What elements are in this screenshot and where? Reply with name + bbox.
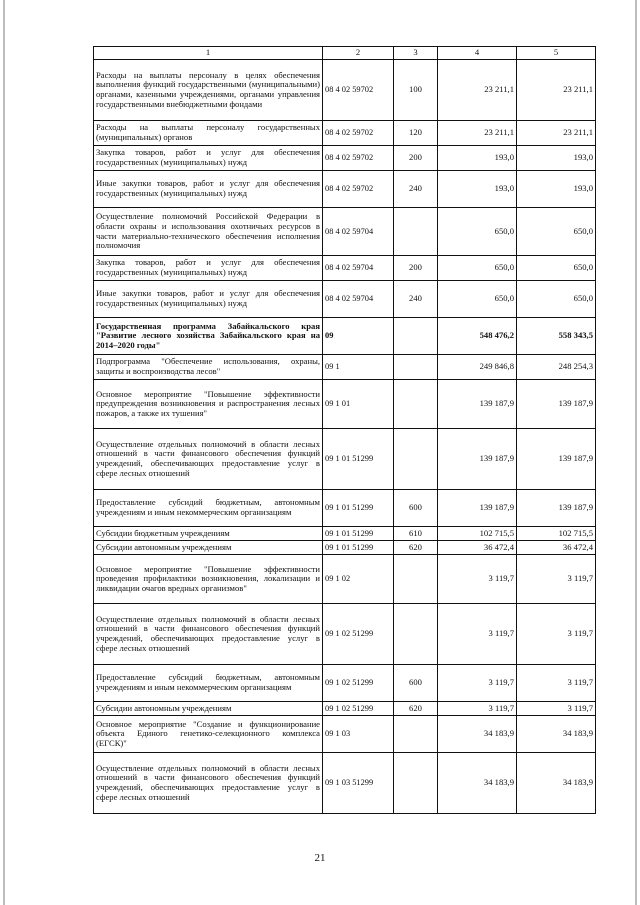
row-vr-cell: 240 bbox=[394, 171, 438, 208]
row-vr-cell bbox=[394, 555, 438, 604]
row-vr-cell: 620 bbox=[394, 702, 438, 716]
row-code-cell: 08 4 02 59702 bbox=[323, 146, 394, 171]
row-vr-cell bbox=[394, 318, 438, 355]
row-value-2020-cell: 248 254,3 bbox=[517, 355, 596, 380]
row-name-cell: Субсидии автономным учреждениям bbox=[94, 541, 323, 555]
row-value-2019-cell: 650,0 bbox=[438, 208, 517, 256]
row-vr-cell bbox=[394, 380, 438, 429]
table-row bbox=[94, 665, 596, 702]
header-col-1: 1 bbox=[94, 47, 323, 60]
budget-table bbox=[93, 46, 596, 814]
table-row bbox=[94, 256, 596, 281]
row-value-2019-cell: 23 211,1 bbox=[438, 60, 517, 121]
row-vr-cell: 100 bbox=[394, 60, 438, 121]
table-row bbox=[94, 527, 596, 541]
row-value-2020-cell: 36 472,4 bbox=[517, 541, 596, 555]
row-name-cell: Расходы на выплаты персоналу в целях обеспечения выполнения функций государственными (муниципальными) органами, казенными учреждениями, органами управления государственными внебюджетными фондами bbox=[94, 60, 323, 121]
row-vr-cell: 610 bbox=[394, 527, 438, 541]
table-row bbox=[94, 380, 596, 429]
row-name-cell: Государственная программа Забайкальского края "Развитие лесного хозяйства Забайкальского края на 2014–2020 годы" bbox=[94, 318, 323, 355]
header-col-3: 3 bbox=[394, 47, 438, 60]
row-value-2020-cell: 3 119,7 bbox=[517, 702, 596, 716]
row-code-cell: 08 4 02 59704 bbox=[323, 256, 394, 281]
row-code-cell: 09 1 01 51299 bbox=[323, 429, 394, 490]
row-value-2020-cell: 3 119,7 bbox=[517, 604, 596, 665]
table-body bbox=[94, 60, 596, 814]
row-name-cell: Иные закупки товаров, работ и услуг для обеспечения государственных (муниципальных) нужд bbox=[94, 281, 323, 318]
row-value-2019-cell: 139 187,9 bbox=[438, 490, 517, 527]
row-name-cell: Закупка товаров, работ и услуг для обеспечения государственных (муниципальных) нужд bbox=[94, 146, 323, 171]
table-row bbox=[94, 716, 596, 753]
row-name-cell: Предоставление субсидий бюджетным, автономным учреждениям и иным некоммерческим организациям bbox=[94, 665, 323, 702]
row-value-2019-cell: 102 715,5 bbox=[438, 527, 517, 541]
row-name-cell: Осуществление отдельных полномочий в области лесных отношений в части финансового обеспечения функций учреждений, обеспечивающих предоставление услуг в сфере лесных отношений bbox=[94, 604, 323, 665]
row-vr-cell bbox=[394, 716, 438, 753]
row-value-2020-cell: 193,0 bbox=[517, 171, 596, 208]
row-code-cell: 09 1 03 bbox=[323, 716, 394, 753]
row-code-cell: 08 4 02 59704 bbox=[323, 208, 394, 256]
row-name-cell: Осуществление отдельных полномочий в области лесных отношений в части финансового обеспечения функций учреждений, обеспечивающих предоставление услуг в сфере лесных отношений bbox=[94, 429, 323, 490]
table-row bbox=[94, 208, 596, 256]
header-col-5: 5 bbox=[517, 47, 596, 60]
row-name-cell: Подпрограмма "Обеспечение использования, охраны, защиты и воспроизводства лесов" bbox=[94, 355, 323, 380]
row-value-2020-cell: 139 187,9 bbox=[517, 490, 596, 527]
header-row bbox=[94, 47, 596, 60]
row-code-cell: 09 1 02 bbox=[323, 555, 394, 604]
row-name-cell: Закупка товаров, работ и услуг для обеспечения государственных (муниципальных) нужд bbox=[94, 256, 323, 281]
table-row bbox=[94, 355, 596, 380]
row-code-cell: 09 1 03 51299 bbox=[323, 753, 394, 814]
row-value-2019-cell: 3 119,7 bbox=[438, 604, 517, 665]
row-value-2019-cell: 650,0 bbox=[438, 281, 517, 318]
table-row bbox=[94, 490, 596, 527]
row-value-2019-cell: 193,0 bbox=[438, 146, 517, 171]
row-value-2019-cell: 34 183,9 bbox=[438, 753, 517, 814]
row-value-2020-cell: 139 187,9 bbox=[517, 380, 596, 429]
row-code-cell: 08 4 02 59702 bbox=[323, 171, 394, 208]
row-vr-cell bbox=[394, 355, 438, 380]
row-name-cell: Основное мероприятие "Повышение эффективности проведения профилактики возникновения, локализации и ликвидации очагов вредных организмов" bbox=[94, 555, 323, 604]
row-value-2020-cell: 34 183,9 bbox=[517, 753, 596, 814]
table-row bbox=[94, 281, 596, 318]
scan-edge-left bbox=[3, 0, 5, 905]
row-name-cell: Субсидии бюджетным учреждениям bbox=[94, 527, 323, 541]
row-value-2019-cell: 249 846,8 bbox=[438, 355, 517, 380]
row-value-2020-cell: 650,0 bbox=[517, 256, 596, 281]
table-row bbox=[94, 702, 596, 716]
table-row bbox=[94, 604, 596, 665]
row-code-cell: 09 1 01 51299 bbox=[323, 541, 394, 555]
row-value-2020-cell: 193,0 bbox=[517, 146, 596, 171]
row-value-2019-cell: 36 472,4 bbox=[438, 541, 517, 555]
row-code-cell: 09 bbox=[323, 318, 394, 355]
row-value-2019-cell: 3 119,7 bbox=[438, 702, 517, 716]
table-row bbox=[94, 429, 596, 490]
row-code-cell: 09 1 02 51299 bbox=[323, 702, 394, 716]
row-code-cell: 09 1 02 51299 bbox=[323, 665, 394, 702]
row-value-2019-cell: 23 211,1 bbox=[438, 121, 517, 146]
row-vr-cell: 200 bbox=[394, 146, 438, 171]
table-row bbox=[94, 146, 596, 171]
row-vr-cell: 240 bbox=[394, 281, 438, 318]
row-name-cell: Основное мероприятие "Повышение эффективности предупреждения возникновения и распространения лесных пожаров, а также их тушения" bbox=[94, 380, 323, 429]
row-code-cell: 09 1 01 51299 bbox=[323, 490, 394, 527]
row-value-2020-cell: 650,0 bbox=[517, 281, 596, 318]
row-code-cell: 08 4 02 59702 bbox=[323, 60, 394, 121]
row-vr-cell: 120 bbox=[394, 121, 438, 146]
row-value-2020-cell: 23 211,1 bbox=[517, 121, 596, 146]
row-name-cell: Субсидии автономным учреждениям bbox=[94, 702, 323, 716]
page-number: 21 bbox=[314, 852, 326, 864]
row-value-2019-cell: 650,0 bbox=[438, 256, 517, 281]
row-value-2020-cell: 558 343,5 bbox=[517, 318, 596, 355]
row-vr-cell: 200 bbox=[394, 256, 438, 281]
row-value-2020-cell: 102 715,5 bbox=[517, 527, 596, 541]
row-code-cell: 09 1 bbox=[323, 355, 394, 380]
row-value-2019-cell: 548 476,2 bbox=[438, 318, 517, 355]
table-row bbox=[94, 121, 596, 146]
row-value-2019-cell: 3 119,7 bbox=[438, 665, 517, 702]
row-code-cell: 09 1 01 51299 bbox=[323, 527, 394, 541]
row-code-cell: 09 1 02 51299 bbox=[323, 604, 394, 665]
table-row bbox=[94, 318, 596, 355]
row-value-2020-cell: 650,0 bbox=[517, 208, 596, 256]
row-value-2019-cell: 34 183,9 bbox=[438, 716, 517, 753]
row-name-cell: Расходы на выплаты персоналу государственных (муниципальных) органов bbox=[94, 121, 323, 146]
row-value-2020-cell: 23 211,1 bbox=[517, 60, 596, 121]
row-name-cell: Иные закупки товаров, работ и услуг для обеспечения государственных (муниципальных) нужд bbox=[94, 171, 323, 208]
table-row bbox=[94, 753, 596, 814]
row-code-cell: 08 4 02 59702 bbox=[323, 121, 394, 146]
row-value-2020-cell: 139 187,9 bbox=[517, 429, 596, 490]
row-vr-cell: 600 bbox=[394, 490, 438, 527]
row-value-2020-cell: 3 119,7 bbox=[517, 555, 596, 604]
header-col-2: 2 bbox=[323, 47, 394, 60]
row-name-cell: Предоставление субсидий бюджетным, автономным учреждениям и иным некоммерческим организациям bbox=[94, 490, 323, 527]
header-col-4: 4 bbox=[438, 47, 517, 60]
row-name-cell: Осуществление отдельных полномочий в области лесных отношений в части финансового обеспечения функций учреждений, обеспечивающих предоставление услуг в сфере лесных отношений bbox=[94, 753, 323, 814]
row-vr-cell bbox=[394, 208, 438, 256]
row-value-2019-cell: 139 187,9 bbox=[438, 429, 517, 490]
scan-edge-right bbox=[635, 0, 637, 905]
row-name-cell: Основное мероприятие "Создание и функционирование объекта Единого генетико-селекционного комплекса (ЕГСК)" bbox=[94, 716, 323, 753]
row-vr-cell bbox=[394, 604, 438, 665]
row-code-cell: 09 1 01 bbox=[323, 380, 394, 429]
row-value-2019-cell: 193,0 bbox=[438, 171, 517, 208]
row-value-2019-cell: 3 119,7 bbox=[438, 555, 517, 604]
table-row bbox=[94, 171, 596, 208]
table-row bbox=[94, 60, 596, 121]
row-name-cell: Осуществление полномочий Российской Федерации в области охраны и использования охотничьих ресурсов в части материально-технического обеспечения исполнения полномочия bbox=[94, 208, 323, 256]
table-header bbox=[94, 47, 596, 60]
row-vr-cell bbox=[394, 753, 438, 814]
table-row bbox=[94, 555, 596, 604]
row-value-2019-cell: 139 187,9 bbox=[438, 380, 517, 429]
row-vr-cell: 620 bbox=[394, 541, 438, 555]
row-vr-cell bbox=[394, 429, 438, 490]
row-vr-cell: 600 bbox=[394, 665, 438, 702]
row-code-cell: 08 4 02 59704 bbox=[323, 281, 394, 318]
row-value-2020-cell: 34 183,9 bbox=[517, 716, 596, 753]
table-row bbox=[94, 541, 596, 555]
row-value-2020-cell: 3 119,7 bbox=[517, 665, 596, 702]
